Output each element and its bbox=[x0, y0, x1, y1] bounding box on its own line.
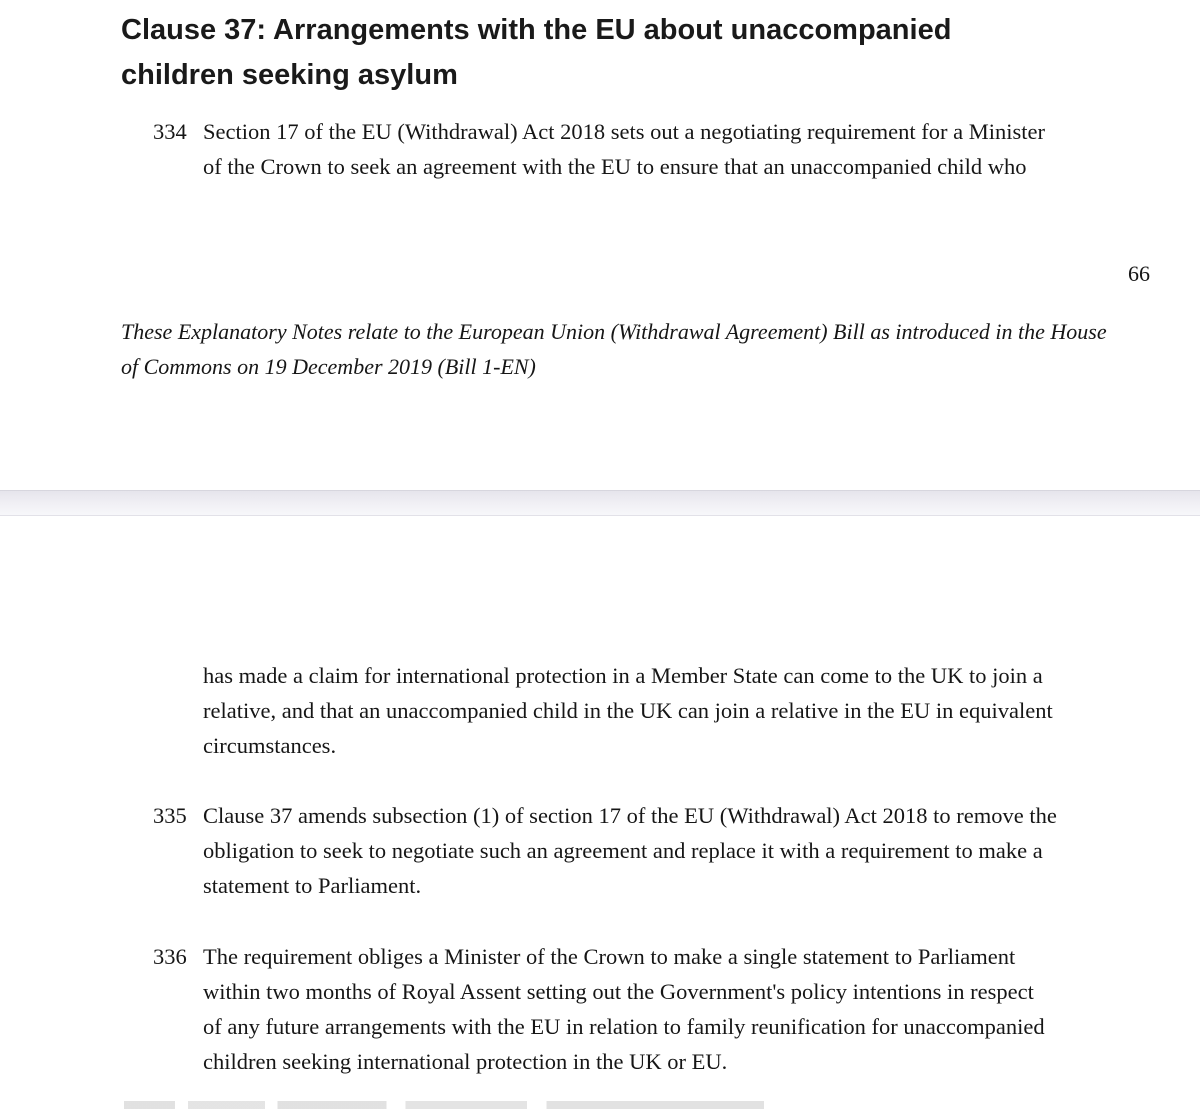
text-line: relative, and that an unaccompanied child in the UK can join a relative in the EU in equivalent bbox=[203, 698, 1053, 723]
text-line: of any future arrangements with the EU in relation to family reunification for unaccompanied bbox=[203, 1014, 1045, 1039]
text-line: has made a claim for international protection in a Member State can come to the UK to join a bbox=[203, 663, 1043, 688]
clause-heading-line: children seeking asylum bbox=[121, 59, 458, 91]
paragraph-number: 334 bbox=[153, 119, 187, 144]
paragraph-text bbox=[203, 114, 1163, 184]
paragraph-text bbox=[203, 798, 1163, 903]
footer-line: of Commons on 19 December 2019 (Bill 1-EN) bbox=[121, 354, 536, 379]
text-line: within two months of Royal Assent setting out the Government's policy intentions in respect bbox=[203, 979, 1034, 1004]
document-page-top bbox=[0, 0, 1200, 490]
cropped-next-line bbox=[124, 1101, 764, 1109]
document-page-bottom bbox=[0, 516, 1200, 1109]
page-separator bbox=[0, 490, 1200, 516]
text-line: circumstances. bbox=[203, 733, 337, 758]
text-line: Clause 37 amends subsection (1) of section 17 of the EU (Withdrawal) Act 2018 to remove the bbox=[203, 803, 1057, 828]
text-line: of the Crown to seek an agreement with the EU to ensure that an unaccompanied child who bbox=[203, 154, 1027, 179]
footer-line: These Explanatory Notes relate to the European Union (Withdrawal Agreement) Bill as introduced in the House bbox=[121, 319, 1107, 344]
paragraph-number: 336 bbox=[153, 944, 187, 969]
paragraph-text bbox=[203, 939, 1163, 1079]
paragraph-text bbox=[203, 658, 1163, 763]
text-line: children seeking international protection in the UK or EU. bbox=[203, 1049, 728, 1074]
clause-heading-line: Clause 37: Arrangements with the EU about unaccompanied bbox=[121, 14, 952, 46]
text-line: obligation to seek to negotiate such an agreement and replace it with a requirement to make a bbox=[203, 838, 1043, 863]
paragraph-number: 335 bbox=[153, 803, 187, 828]
text-line: Section 17 of the EU (Withdrawal) Act 2018 sets out a negotiating requirement for a Minister bbox=[203, 119, 1046, 144]
page-number: 66 bbox=[1128, 261, 1150, 286]
explanatory-notes-footer bbox=[121, 314, 1161, 384]
clause-heading bbox=[121, 8, 1121, 98]
text-line: The requirement obliges a Minister of the Crown to make a single statement to Parliament bbox=[203, 944, 1016, 969]
text-line: statement to Parliament. bbox=[203, 873, 422, 898]
